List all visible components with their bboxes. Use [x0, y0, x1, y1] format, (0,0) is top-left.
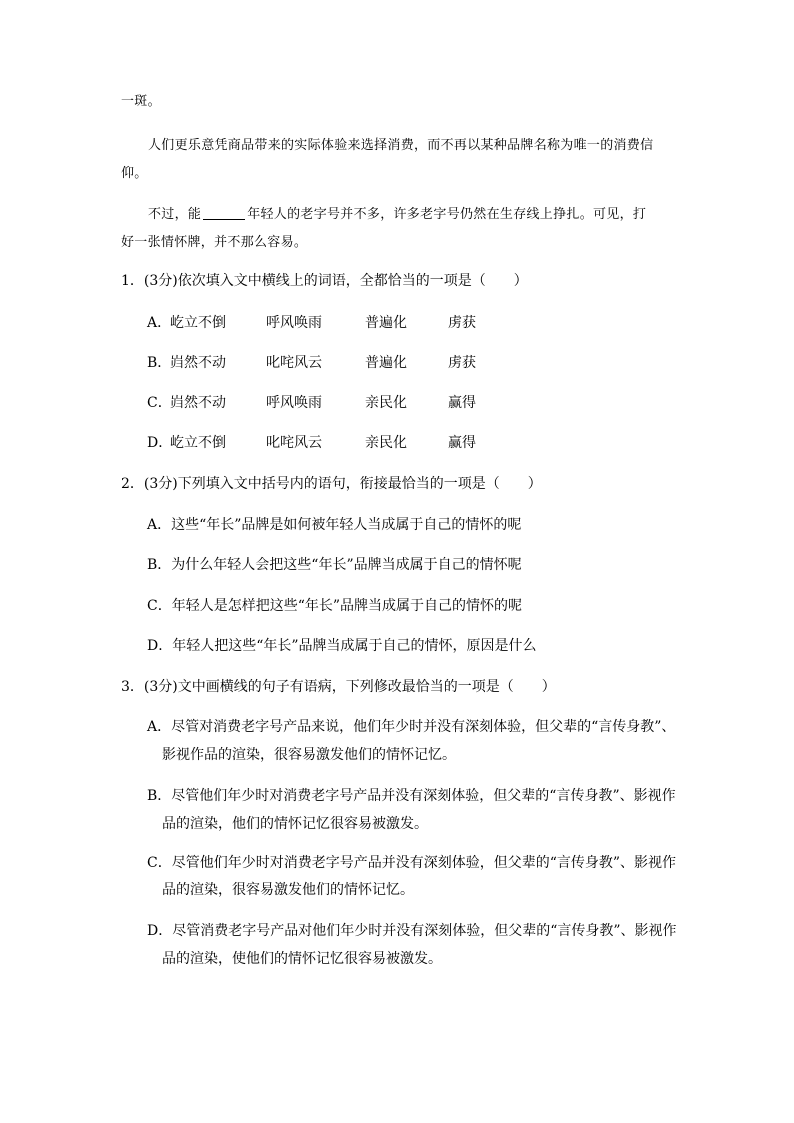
passage-line: 好一张情怀牌，并不那么容易。: [121, 235, 308, 250]
answer-option[interactable]: B．尽管他们年少时对消费老字号产品并没有深刻体验，但父辈的“言传身教”、影视作: [147, 788, 676, 804]
answer-option[interactable]: A．尽管对消费老字号产品来说，他们年少时并没有深刻体验，但父辈的“言传身教”、: [147, 719, 676, 735]
answer-option-continuation[interactable]: 影视作品的渲染，很容易激发他们的情怀记忆。: [162, 747, 456, 763]
answer-option[interactable]: [147, 433, 507, 453]
answer-option[interactable]: A．这些“年长”品牌是如何被年轻人当成属于自己的情怀的呢: [147, 517, 522, 533]
answer-option[interactable]: C．年轻人是怎样把这些“年长”品牌当成属于自己的情怀的呢: [147, 598, 523, 614]
passage-line: 人们更乐意凭商品带来的实际体验来选择消费，而不再以某种品牌名称为唯一的消费信: [148, 138, 654, 153]
answer-option[interactable]: [147, 313, 507, 333]
option-cell: 呼风唤雨: [266, 395, 322, 411]
option-cell: 虏获: [448, 355, 476, 371]
option-cell: 赢得: [448, 435, 476, 451]
passage-line: 一斑。: [121, 94, 161, 109]
option-label: C．: [147, 395, 172, 411]
passage-text: 年轻人的老字号并不多，许多老字号仍然在生存线上挣扎。可见，打: [247, 207, 647, 222]
answer-option[interactable]: B．为什么年轻人会把这些“年长”品牌当成属于自己的情怀呢: [147, 557, 522, 573]
option-cell: 屹立不倒: [170, 435, 226, 451]
option-cell: 赢得: [448, 395, 476, 411]
question-stem: 1．(3分)依次填入文中横线上的词语，全都恰当的一项是（ ）: [121, 273, 528, 289]
answer-option[interactable]: [147, 353, 507, 373]
option-cell: 亲民化: [365, 395, 407, 411]
passage-line: 仰。: [121, 166, 148, 181]
option-label: B．: [147, 355, 172, 371]
passage-text: 不过，能: [148, 207, 202, 222]
question-stem: 2．(3分)下列填入文中括号内的语句，衔接最恰当的一项是（ ）: [121, 476, 542, 492]
option-cell: 亲民化: [365, 435, 407, 451]
option-cell: 屹立不倒: [170, 315, 226, 331]
option-cell: 普遍化: [365, 315, 407, 331]
option-cell: 虏获: [448, 315, 476, 331]
answer-option[interactable]: D．年轻人把这些“年长”品牌当成属于自己的情怀，原因是什么: [147, 638, 537, 654]
option-cell: 叱咤风云: [266, 435, 322, 451]
answer-option-continuation[interactable]: 品的渲染，他们的情怀记忆很容易被激发。: [162, 816, 428, 832]
question-stem: 3．(3分)文中画横线的句子有语病，下列修改最恰当的一项是（ ）: [121, 679, 556, 695]
option-cell: 岿然不动: [170, 395, 226, 411]
answer-option[interactable]: C．尽管他们年少时对消费老字号产品并没有深刻体验，但父辈的“言传身教”、影视作: [147, 855, 677, 871]
option-cell: 岿然不动: [170, 355, 226, 371]
answer-option[interactable]: [147, 393, 507, 413]
option-label: A．: [147, 315, 172, 331]
answer-option[interactable]: D．尽管消费老字号产品对他们年少时并没有深刻体验，但父辈的“言传身教”、影视作: [147, 923, 677, 939]
fill-blank: [203, 205, 245, 220]
answer-option-continuation[interactable]: 品的渲染，使他们的情怀记忆很容易被激发。: [162, 951, 442, 967]
option-cell: 呼风唤雨: [266, 315, 322, 331]
passage-line: [148, 205, 646, 225]
answer-option-continuation[interactable]: 品的渲染，很容易激发他们的情怀记忆。: [162, 882, 414, 898]
option-label: D．: [147, 435, 173, 451]
option-cell: 叱咤风云: [266, 355, 322, 371]
option-cell: 普遍化: [365, 355, 407, 371]
